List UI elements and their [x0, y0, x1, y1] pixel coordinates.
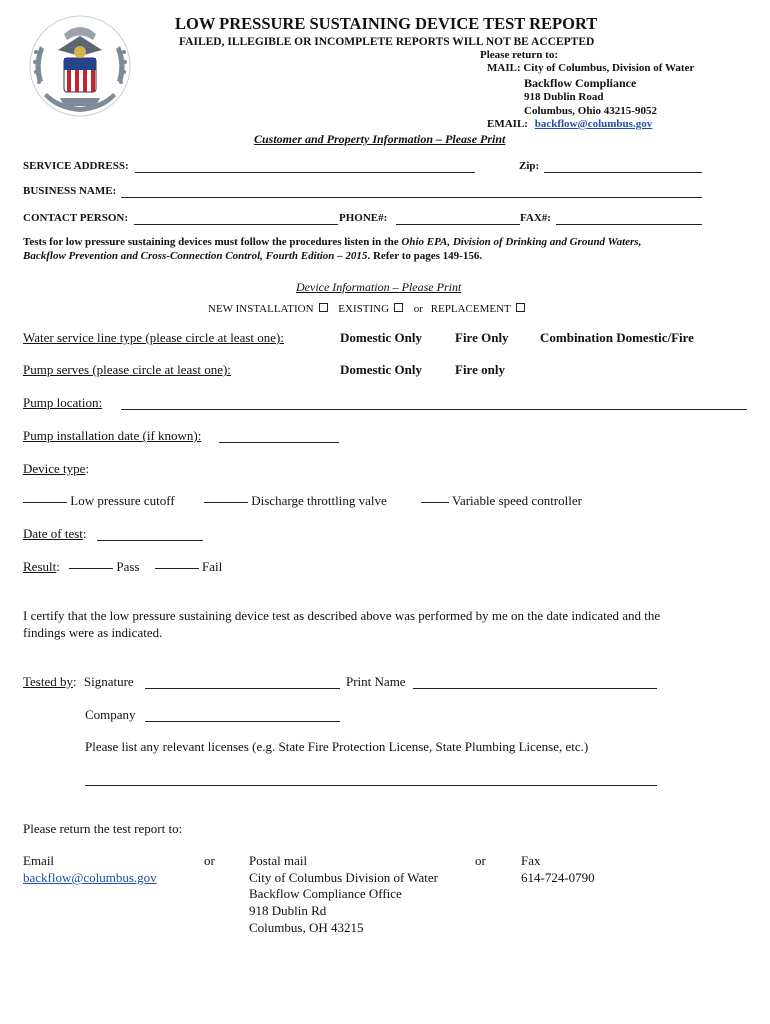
water-option-domestic[interactable]: Domestic Only [340, 330, 422, 345]
business-name-field[interactable] [121, 197, 702, 198]
licenses-label: Please list any relevant licenses (e.g. State Fire Protection License, State Plumbing License, etc.) [85, 739, 589, 754]
contact-person-field[interactable] [134, 224, 338, 225]
install-date-label: Pump installation date (if known): [23, 428, 202, 443]
customer-section-heading: Customer and Property Information – Please Print [254, 132, 506, 146]
service-address-label: SERVICE ADDRESS: [23, 160, 129, 172]
throttling-blank[interactable] [204, 502, 248, 503]
postal-line-3: 918 Dublin Rd [249, 903, 327, 918]
device-type-colon: : [85, 461, 90, 476]
postal-mail-label: Postal mail [249, 853, 308, 868]
device-type-option-vsc[interactable] [421, 493, 582, 509]
installation-type-row [208, 303, 525, 315]
email-label: EMAIL: [487, 118, 528, 130]
new-installation-label: NEW INSTALLATION [208, 303, 314, 315]
phone-label: PHONE#: [339, 212, 388, 224]
replacement-checkbox[interactable] [516, 303, 525, 312]
fax-contact-label: Fax [521, 853, 541, 868]
procedure-note-line1 [23, 236, 641, 248]
pump-serves-label: Pump serves (please circle at least one): [23, 362, 231, 377]
mail-street: 918 Dublin Road [524, 91, 604, 103]
procedure-text-b: Ohio EPA, Division of Drinking and Ground Waters, [401, 236, 642, 248]
phone-field[interactable] [396, 224, 520, 225]
device-section-heading: Device Information – Please Print [296, 280, 462, 294]
fail-blank[interactable] [155, 568, 199, 569]
company-field[interactable] [145, 721, 340, 722]
mail-dept: Backflow Compliance [524, 76, 637, 90]
certify-line1: I certify that the low pressure sustaining device test as described above was performed by me on the date indicated and the [23, 608, 661, 623]
device-type-label: Device type [23, 461, 86, 476]
replacement-label: REPLACEMENT [430, 303, 511, 315]
print-name-label: Print Name [346, 674, 406, 689]
date-of-test-field[interactable] [97, 540, 203, 541]
cutoff-label: Low pressure cutoff [70, 493, 175, 508]
licenses-field[interactable] [85, 785, 657, 786]
fax-contact-number: 614-724-0790 [521, 870, 595, 885]
water-option-combination[interactable]: Combination Domestic/Fire [540, 330, 694, 345]
pump-option-domestic[interactable]: Domestic Only [340, 362, 422, 377]
business-name-label: BUSINESS NAME: [23, 185, 117, 197]
postal-line-1: City of Columbus Division of Water [249, 870, 439, 885]
tested-by-label: Tested by [23, 674, 73, 689]
water-option-fire[interactable]: Fire Only [455, 330, 509, 345]
header-email-link[interactable]: backflow@columbus.gov [534, 118, 653, 130]
procedure-text-c: Backflow Prevention and Cross-Connection Control, Fourth Edition – 2015 [23, 250, 368, 262]
pass-blank[interactable] [69, 568, 113, 569]
mail-address-line: MAIL: City of Columbus, Division of Water [487, 62, 695, 74]
postal-line-4: Columbus, OH 43215 [249, 920, 364, 935]
water-service-label: Water service line type (please circle at least one): [23, 330, 284, 345]
signature-field[interactable] [145, 688, 340, 689]
email-line [487, 118, 652, 130]
pass-label: Pass [116, 559, 140, 574]
fail-label: Fail [201, 559, 223, 574]
fax-label: FAX#: [520, 212, 551, 224]
return-or-1: or [204, 853, 215, 868]
return-email-link[interactable]: backflow@columbus.gov [23, 870, 157, 885]
report-subtitle: FAILED, ILLEGIBLE OR INCOMPLETE REPORTS WILL NOT BE ACCEPTED [179, 36, 595, 48]
existing-label: EXISTING [338, 303, 390, 315]
install-date-field[interactable] [219, 442, 339, 443]
procedure-text-d: . Refer to pages 149-156. [367, 250, 483, 262]
service-address-field[interactable] [135, 172, 475, 173]
new-installation-checkbox[interactable] [319, 303, 328, 312]
tested-by-row: Tested by: Signature [23, 674, 134, 689]
result-label: Result [23, 559, 57, 574]
return-email-label: Email [23, 853, 55, 868]
pump-option-fire[interactable]: Fire only [455, 362, 505, 377]
mail-city: Columbus, Ohio 43215-9052 [524, 105, 657, 117]
procedure-note-line2 [23, 250, 482, 262]
device-type-heading [23, 461, 89, 477]
signature-label: Signature [83, 674, 134, 689]
device-type-option-cutoff[interactable] [23, 493, 175, 509]
zip-label: Zip: [519, 160, 540, 172]
zip-field[interactable] [544, 172, 702, 173]
vsc-label: Variable speed controller [452, 493, 582, 508]
pump-location-label: Pump location: [23, 395, 103, 410]
date-of-test-row: Date of test: [23, 526, 87, 541]
city-seal-logo [24, 12, 136, 120]
fax-field[interactable] [556, 224, 702, 225]
contact-person-label: CONTACT PERSON: [23, 212, 129, 224]
report-title: LOW PRESSURE SUSTAINING DEVICE TEST REPORT [175, 14, 598, 33]
device-type-option-throttling[interactable] [204, 493, 387, 509]
return-heading: Please return the test report to: [23, 821, 183, 836]
postal-line-2: Backflow Compliance Office [249, 886, 402, 901]
pump-location-field[interactable] [121, 409, 747, 410]
date-of-test-label: Date of test [23, 526, 83, 541]
return-label: Please return to: [480, 49, 558, 61]
throttling-label: Discharge throttling valve [251, 493, 387, 508]
print-name-field[interactable] [413, 688, 657, 689]
cutoff-blank[interactable] [23, 502, 67, 503]
procedure-text-a: Tests for low pressure sustaining devices must follow the procedures listen in the [23, 236, 402, 248]
return-or-2: or [475, 853, 486, 868]
certify-line2: findings were as indicated. [23, 625, 163, 640]
result-row: Result: Pass Fail [23, 559, 223, 574]
vsc-blank[interactable] [421, 502, 449, 503]
existing-checkbox[interactable] [394, 303, 403, 312]
or-label: or [413, 303, 423, 315]
company-label: Company [85, 707, 136, 722]
